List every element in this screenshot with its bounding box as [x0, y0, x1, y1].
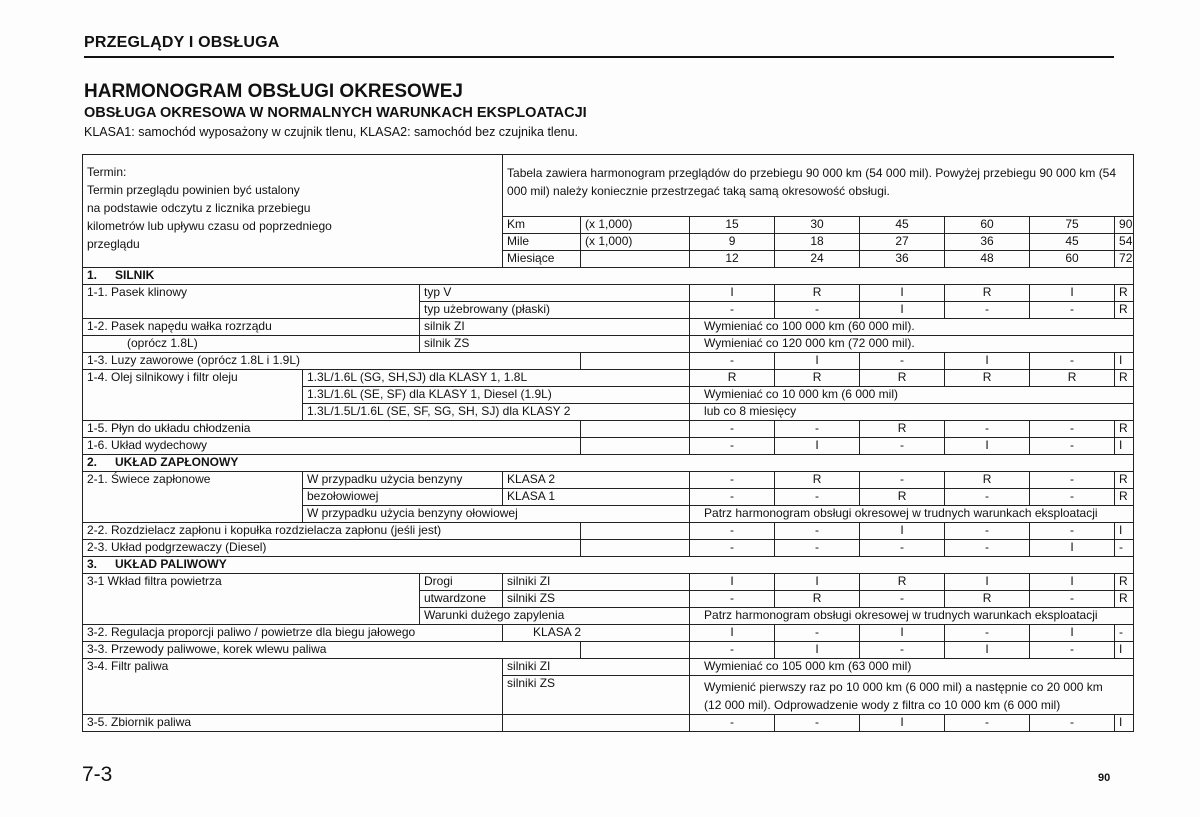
item-label: 1-4. Olej silnikowy i filtr oleju: [83, 370, 303, 421]
interval-value: -: [1115, 540, 1134, 557]
table-row: [83, 285, 1134, 302]
header-rule: [84, 56, 1114, 58]
unit-label: Miesiące: [503, 251, 581, 268]
table-row: [83, 370, 1134, 387]
interval-value: R: [775, 370, 860, 387]
interval-value: I: [945, 574, 1030, 591]
unit-label: Km: [503, 217, 581, 234]
interval-value: R: [1115, 421, 1134, 438]
interval-value: R: [860, 574, 945, 591]
empty-cell: [503, 715, 690, 732]
table-row: [83, 319, 1134, 336]
interval-value: I: [1115, 353, 1134, 370]
unit-label: Mile: [503, 234, 581, 251]
interval-value: I: [860, 302, 945, 319]
interval-value: -: [1030, 421, 1115, 438]
section-row: [83, 268, 1134, 285]
interval-value: -: [690, 715, 775, 732]
interval-value: -: [690, 591, 775, 608]
engine-label: silniki ZS: [503, 676, 690, 715]
interval-text: lub co 8 miesięcy: [690, 404, 1134, 421]
interval-value: R: [1115, 489, 1134, 506]
item-row: [83, 523, 1134, 540]
section-name: UKŁAD ZAPŁONOWY: [115, 455, 239, 469]
sub-label: bezołowiowej: [303, 489, 503, 506]
class-note: KLASA1: samochód wyposażony w czujnik tlenu, KLASA2: samochód bez czujnika tlenu.: [84, 125, 579, 139]
table-row: [83, 625, 1134, 642]
item-label: 3-2. Regulacja proporcji paliwo / powietrze dla biegu jałowego: [83, 625, 503, 642]
interval-value: I: [1030, 540, 1115, 557]
interval-value: 15: [690, 217, 775, 234]
interval-value: I: [860, 625, 945, 642]
maintenance-schedule-table: [82, 154, 1134, 732]
interval-value: I: [690, 285, 775, 302]
road-label: Drogi: [420, 574, 503, 591]
interval-value: -: [775, 523, 860, 540]
engine-label: silniki ZS: [503, 591, 690, 608]
interval-value: -: [1030, 438, 1115, 455]
sub-label: W przypadku użycia benzyny: [303, 472, 503, 489]
interval-value: -: [945, 523, 1030, 540]
interval-line: Wymienić pierwszy raz po 10 000 km (6 000 mil) a następnie co 20 000 km: [704, 680, 1103, 694]
section-name: UKŁAD PALIWOWY: [115, 557, 227, 571]
interval-value: I: [1030, 625, 1115, 642]
item-row: [83, 540, 1134, 557]
interval-value: I: [1115, 438, 1134, 455]
item-label: 3-1 Wkład filtra powietrza: [83, 574, 420, 625]
interval-value: R: [1115, 370, 1134, 387]
section-header: [83, 557, 1134, 574]
interval-value: -: [690, 489, 775, 506]
interval-value: -: [690, 421, 775, 438]
unit-factor: [581, 251, 690, 268]
interval-value: 75: [1030, 217, 1115, 234]
interval-value: 60: [945, 217, 1030, 234]
interval-value: -: [775, 489, 860, 506]
page-number-left: 7-3: [82, 763, 113, 786]
interval-value: R: [945, 370, 1030, 387]
class-label: KLASA 2: [503, 472, 690, 489]
item-label: 1-3. Luzy zaworowe (oprócz 1.8L i 1.9L): [83, 353, 581, 370]
interval-value: -: [1030, 715, 1115, 732]
interval-value: I: [860, 285, 945, 302]
interval-text: [690, 676, 1134, 715]
interval-value: R: [860, 370, 945, 387]
interval-value: R: [1115, 472, 1134, 489]
sub-label: silnik ZS: [420, 336, 690, 353]
interval-value: I: [690, 625, 775, 642]
intro-text: Tabela zawiera harmonogram przeglądów do przebiegu 90 000 km (54 000 mil). Powyżej przebiegu 90 000 km (54 000 mil) należy koniecznie przestrzegać taką samą okresowość obsługi.: [503, 155, 1134, 217]
interval-value: 36: [945, 234, 1030, 251]
interval-value: -: [945, 302, 1030, 319]
interval-value: -: [775, 302, 860, 319]
interval-value: 90: [1115, 217, 1134, 234]
interval-value: I: [945, 353, 1030, 370]
sub-label: typ użebrowany (płaski): [420, 302, 690, 319]
interval-value: 30: [775, 217, 860, 234]
interval-value: -: [690, 523, 775, 540]
interval-value: -: [1030, 353, 1115, 370]
interval-text: Patrz harmonogram obsługi okresowej w trudnych warunkach eksploatacji: [690, 506, 1134, 523]
page-subtitle: OBSŁUGA OKRESOWA W NORMALNYCH WARUNKACH EKSPLOATACJI: [84, 105, 587, 121]
item-label: 1-6. Układ wydechowy: [83, 438, 581, 455]
item-label: 1-5. Płyn do układu chłodzenia: [83, 421, 581, 438]
interval-value: 18: [775, 234, 860, 251]
interval-value: -: [860, 472, 945, 489]
interval-text: Wymieniać co 105 000 km (63 000 mil): [690, 659, 1134, 676]
interval-value: R: [1030, 370, 1115, 387]
termin-line: na podstawie odczytu z licznika przebiegu: [87, 201, 311, 215]
interval-value: I: [945, 642, 1030, 659]
table-row: [83, 574, 1134, 591]
empty-cell: [581, 421, 690, 438]
interval-value: R: [775, 472, 860, 489]
engine-label: silniki ZI: [503, 659, 690, 676]
interval-value: R: [1115, 574, 1134, 591]
sub-label: silnik ZI: [420, 319, 690, 336]
section-title: PRZEGLĄDY I OBSŁUGA: [84, 34, 280, 51]
interval-value: I: [860, 715, 945, 732]
interval-value: -: [690, 438, 775, 455]
section-number: 3.: [87, 557, 98, 571]
section-header: [83, 268, 1134, 285]
interval-value: -: [1030, 472, 1115, 489]
interval-value: -: [1115, 625, 1134, 642]
class-label: KLASA 1: [503, 489, 690, 506]
interval-value: R: [690, 370, 775, 387]
page-number-right: 90: [1098, 772, 1111, 784]
termin-line: przeglądu: [87, 237, 140, 251]
interval-value: 45: [1030, 234, 1115, 251]
unit-factor: (x 1,000): [581, 217, 690, 234]
table-row: [83, 715, 1134, 732]
interval-value: 72: [1115, 251, 1134, 268]
interval-value: -: [945, 489, 1030, 506]
interval-value: R: [860, 421, 945, 438]
interval-value: -: [690, 472, 775, 489]
interval-value: I: [775, 642, 860, 659]
intro-row: [83, 155, 1134, 217]
interval-value: -: [1030, 642, 1115, 659]
section-header: [83, 455, 1134, 472]
interval-value: -: [860, 642, 945, 659]
sub-label: 1.3L/1.5L/1.6L (SE, SF, SG, SH, SJ) dla KLASY 2: [303, 404, 690, 421]
interval-value: -: [775, 540, 860, 557]
interval-value: I: [1115, 523, 1134, 540]
termin-line: kilometrów lub upływu czasu od poprzedniego: [87, 219, 332, 233]
interval-value: -: [690, 353, 775, 370]
interval-value: R: [1115, 285, 1134, 302]
termin-description: [83, 155, 503, 268]
interval-value: I: [860, 523, 945, 540]
interval-text: Wymieniać co 10 000 km (6 000 mil): [690, 387, 1134, 404]
interval-value: 24: [775, 251, 860, 268]
class-label: KLASA 2: [503, 625, 690, 642]
interval-text: Wymieniać co 100 000 km (60 000 mil).: [690, 319, 1134, 336]
empty-cell: [581, 540, 690, 557]
interval-value: 9: [690, 234, 775, 251]
item-row: [83, 353, 1134, 370]
interval-value: I: [945, 438, 1030, 455]
interval-value: I: [775, 574, 860, 591]
empty-cell: [581, 523, 690, 540]
item-label: 3-5. Zbiornik paliwa: [83, 715, 503, 732]
interval-value: I: [775, 353, 860, 370]
section-row: [83, 455, 1134, 472]
interval-value: -: [860, 540, 945, 557]
engine-label: silniki ZI: [503, 574, 690, 591]
interval-value: R: [945, 591, 1030, 608]
sub-label: 1.3L/1.6L (SE, SF) dla KLASY 1, Diesel (1.9L): [303, 387, 690, 404]
item-label: 3-3. Przewody paliwowe, korek wlewu paliwa: [83, 642, 581, 659]
item-row: [83, 421, 1134, 438]
interval-value: -: [1030, 302, 1115, 319]
sub-label: W przypadku użycia benzyny ołowiowej: [303, 506, 690, 523]
interval-value: 12: [690, 251, 775, 268]
interval-value: R: [945, 472, 1030, 489]
interval-value: -: [860, 591, 945, 608]
empty-cell: [581, 642, 690, 659]
interval-value: -: [945, 715, 1030, 732]
item-label: 2-2. Rozdzielacz zapłonu i kopułka rozdzielacza zapłonu (jeśli jest): [83, 523, 581, 540]
sub-label: typ V: [420, 285, 690, 302]
interval-value: -: [1030, 523, 1115, 540]
interval-value: -: [860, 438, 945, 455]
interval-value: -: [690, 302, 775, 319]
interval-line: (12 000 mil). Odprowadzenie wody z filtra co 10 000 km (6 000 mil): [704, 698, 1061, 712]
table-row: [83, 659, 1134, 676]
sub-label: Warunki dużego zapylenia: [420, 608, 690, 625]
interval-value: -: [1030, 591, 1115, 608]
interval-value: -: [945, 421, 1030, 438]
item-label: 3-4. Filtr paliwa: [83, 659, 503, 715]
item-label: (oprócz 1.8L): [83, 336, 420, 353]
item-label: 2-3. Układ podgrzewaczy (Diesel): [83, 540, 581, 557]
section-row: [83, 557, 1134, 574]
interval-value: -: [775, 421, 860, 438]
interval-value: R: [945, 285, 1030, 302]
interval-value: -: [775, 715, 860, 732]
road-label: utwardzone: [420, 591, 503, 608]
interval-value: R: [860, 489, 945, 506]
interval-value: 45: [860, 217, 945, 234]
interval-value: 27: [860, 234, 945, 251]
interval-value: 48: [945, 251, 1030, 268]
termin-line: Termin przeglądu powinien być ustalony: [87, 183, 300, 197]
interval-value: R: [1115, 591, 1134, 608]
table-row: [83, 472, 1134, 489]
interval-value: 36: [860, 251, 945, 268]
item-row: [83, 642, 1134, 659]
page-title: HARMONOGRAM OBSŁUGI OKRESOWEJ: [84, 81, 463, 102]
interval-value: I: [690, 574, 775, 591]
interval-value: 60: [1030, 251, 1115, 268]
interval-value: -: [690, 642, 775, 659]
interval-value: 54: [1115, 234, 1134, 251]
empty-cell: [581, 353, 690, 370]
interval-value: -: [1030, 489, 1115, 506]
section-number: 2.: [87, 455, 98, 469]
item-label: 1-2. Pasek napędu wałka rozrządu: [83, 319, 420, 336]
section-number: 1.: [87, 268, 98, 282]
interval-value: -: [690, 540, 775, 557]
interval-text: Wymieniać co 120 000 km (72 000 mil).: [690, 336, 1134, 353]
interval-value: I: [1030, 285, 1115, 302]
item-label: 2-1. Świece zapłonowe: [83, 472, 303, 523]
item-row: [83, 438, 1134, 455]
interval-value: R: [775, 591, 860, 608]
interval-value: -: [860, 353, 945, 370]
table-row: [83, 336, 1134, 353]
interval-value: -: [945, 625, 1030, 642]
interval-value: -: [945, 540, 1030, 557]
interval-text: Patrz harmonogram obsługi okresowej w trudnych warunkach eksploatacji: [690, 608, 1134, 625]
interval-value: R: [1115, 302, 1134, 319]
unit-factor: (x 1,000): [581, 234, 690, 251]
item-label: 1-1. Pasek klinowy: [83, 285, 420, 319]
section-name: SILNIK: [115, 268, 155, 282]
interval-value: I: [1115, 715, 1134, 732]
interval-value: I: [775, 438, 860, 455]
empty-cell: [581, 438, 690, 455]
interval-value: -: [775, 625, 860, 642]
interval-value: I: [1030, 574, 1115, 591]
interval-value: I: [1115, 642, 1134, 659]
termin-line: Termin:: [87, 165, 127, 179]
sub-label: 1.3L/1.6L (SG, SH,SJ) dla KLASY 1, 1.8L: [303, 370, 690, 387]
interval-value: R: [775, 285, 860, 302]
